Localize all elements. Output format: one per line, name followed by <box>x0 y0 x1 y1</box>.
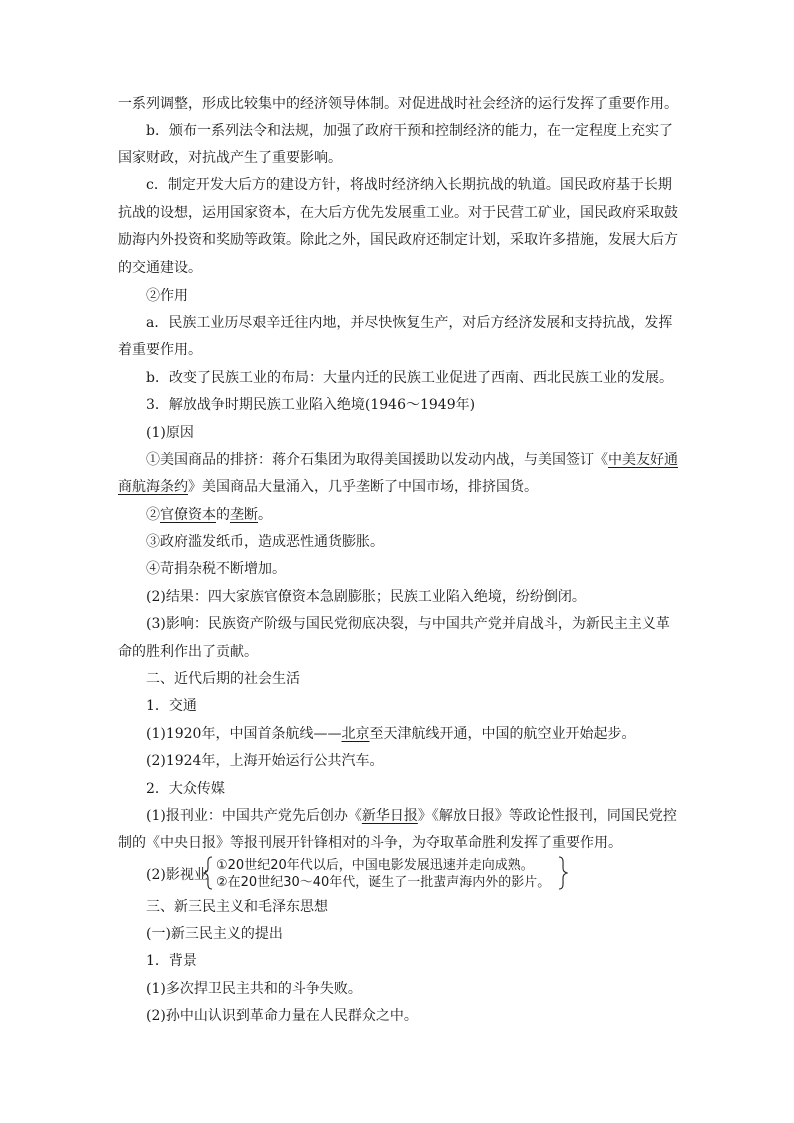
section-heading: 2．大众传媒 <box>146 781 225 797</box>
paragraph-line: b．颁布一系列法令和法规，加强了政府干预和控制经济的能力，在一定程度上充实了 <box>146 123 673 139</box>
underlined-term: 新华日报 <box>361 808 418 824</box>
paragraph-line <box>146 505 678 525</box>
paragraph-line: 一系列调整，形成比较集中的经济领导体制。对促进战时社会经济的运行发挥了重要作用。 <box>118 96 678 112</box>
paragraph-line: (2)结果：四大家族官僚资本急剧膨胀；民族工业陷入绝境，纷纷倒闭。 <box>146 589 586 605</box>
underlined-term: 官僚资本 <box>160 507 216 523</box>
text-segment: (1)1920年，中国首条航线—— <box>146 726 342 742</box>
paragraph-line: 的交通建设。 <box>118 260 202 276</box>
paragraph-line: c．制定开发大后方的建设方针，将战时经济纳入长期抗战的轨道。国民政府基于长期 <box>146 177 672 193</box>
text-segment: 的 <box>216 507 230 523</box>
section-heading: (一)新三民主义的提出 <box>146 926 283 942</box>
paragraph-line: (2)1924年，上海开始运行公共汽车。 <box>146 753 384 769</box>
section-heading: ②作用 <box>146 288 188 304</box>
paragraph-line: 制的《中央日报》等报刊展开针锋相对的斗争，为夺取革命胜利发挥了重要作用。 <box>118 835 622 851</box>
paragraph-line: 抗战的设想，运用国家资本，在大后方优先发展重工业。对于民营工矿业，国民政府采取鼓 <box>118 205 678 221</box>
paragraph-line: 命的胜利作出了贡献。 <box>118 644 258 660</box>
section-heading: (1)原因 <box>146 425 194 441</box>
text-segment: ①美国商品的排挤：蒋介石集团为取得美国援助以发动内战，与美国签订 <box>146 452 594 468</box>
film-industry-block <box>146 856 686 894</box>
text-segment: ② <box>146 507 160 523</box>
section-heading: 1．交通 <box>146 698 197 714</box>
section-heading: 三、新三民主义和毛泽东思想 <box>146 899 328 915</box>
paragraph-line <box>146 724 678 744</box>
film-item: ②在20世纪30～40年代，诞生了一批蜚声海内外的影片。 <box>216 875 551 890</box>
film-label: (2)影视业 <box>146 867 208 883</box>
paragraph-line <box>118 477 678 497</box>
paragraph-line: ③政府滥发纸币，造成恶性通货膨胀。 <box>146 534 384 550</box>
section-heading: 3．解放战争时期民族工业陷入绝境(1946～1949年) <box>146 397 476 413</box>
paragraph-line <box>146 806 678 826</box>
underlined-term: 中美友好通 <box>608 452 678 468</box>
paragraph-line: 国家财政，对抗战产生了重要影响。 <box>118 150 342 166</box>
text-segment: 。 <box>258 507 272 523</box>
paragraph-line: a．民族工业历尽艰辛迁往内地，并尽快恢复生产，对后方经济发展和支持抗战，发挥 <box>146 315 673 331</box>
underlined-term: 商航海条约 <box>118 479 188 495</box>
paragraph-line: ④苛捐杂税不断增加。 <box>146 561 286 577</box>
paragraph-line: 着重要作用。 <box>118 342 202 358</box>
left-brace-icon <box>203 856 213 890</box>
underlined-term: 垄断 <box>230 507 258 523</box>
paragraph-line: (1)多次捍卫民主共和的斗争失败。 <box>146 981 362 997</box>
section-heading: 二、近代后期的社会生活 <box>146 671 300 687</box>
section-heading: 1．背景 <box>146 953 197 969</box>
text-segment: 至天津航线开通，中国的航空业开始起步。 <box>369 726 636 742</box>
underlined-term: 北京 <box>341 726 370 742</box>
film-item: ①20世纪20年代以后，中国电影发展迅速并走向成熟。 <box>216 858 534 873</box>
text-segment: (1)报刊业：中国共产党先后创办《 <box>146 808 362 824</box>
paragraph-line: b．改变了民族工业的布局：大量内迁的民族工业促进了西南、西北民族工业的发展。 <box>146 370 673 386</box>
paragraph-line: 励海内外投资和奖励等政策。除此之外，国民政府还制定计划，采取许多措施，发展大后方 <box>118 232 678 248</box>
paragraph-line: (2)孙中山认识到革命力量在人民群众之中。 <box>146 1008 418 1024</box>
text-segment: 《 <box>594 452 608 468</box>
paragraph-line: (3)影响：民族资产阶级与国民党彻底决裂，与中国共产党并肩战斗，为新民主主义革 <box>146 616 670 632</box>
text-segment: 》《解放日报》等政论性报刊，同国民党控 <box>417 808 677 824</box>
text-segment: 》美国商品大量涌入，几乎垄断了中国市场，排挤国货。 <box>188 479 538 495</box>
paragraph-line <box>146 450 678 470</box>
right-brace-icon <box>558 856 568 890</box>
